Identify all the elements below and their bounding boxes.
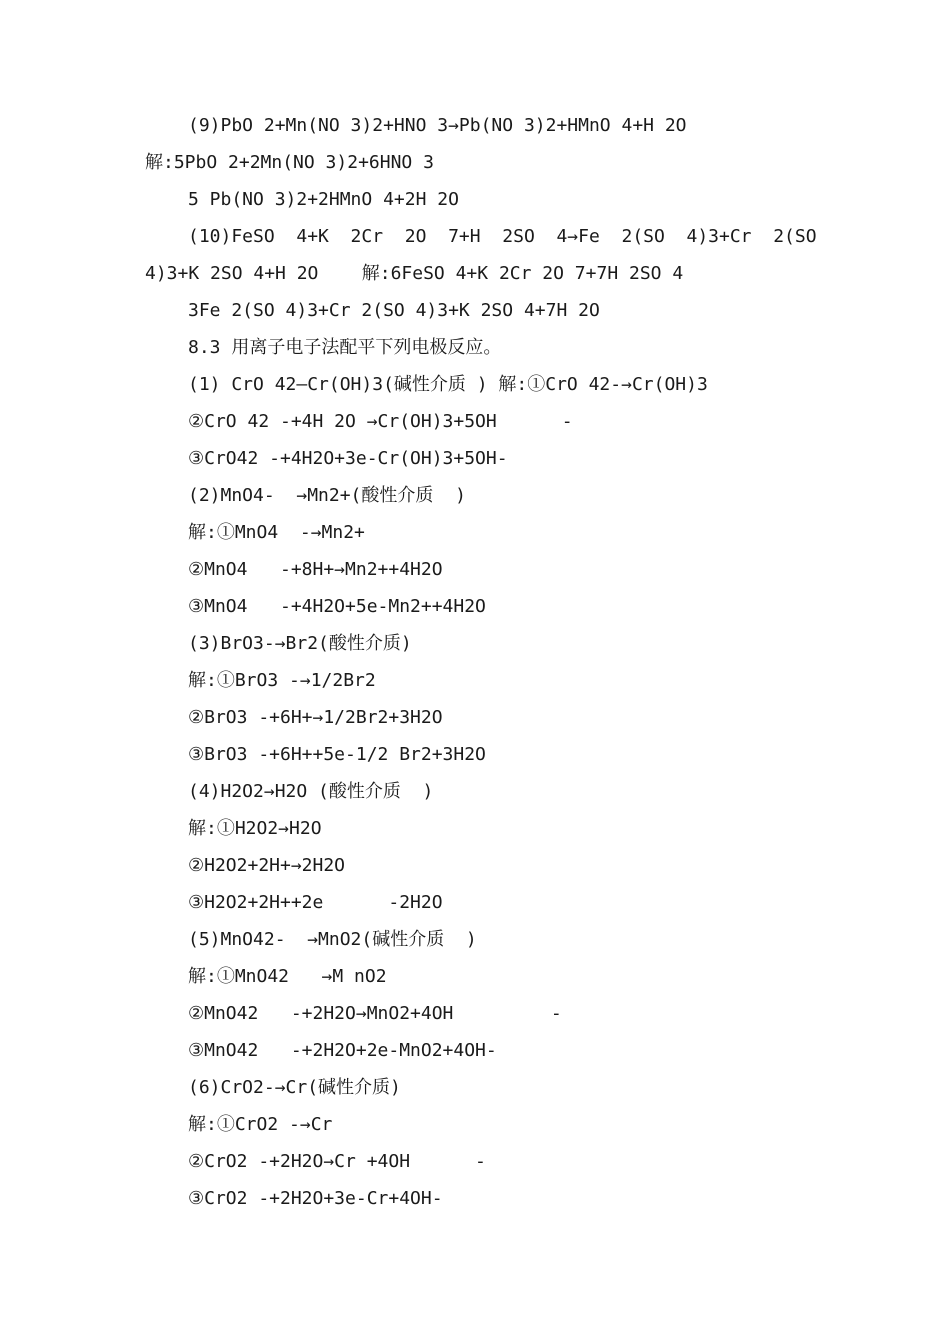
text-line: ③H2O2+2H++2e -2H2O (188, 892, 443, 913)
text-line: (5)MnO42- →MnO2(碱性介质 ) (188, 929, 477, 950)
text-line: ③MnO42 -+2H2O+2e-MnO2+4OH- (188, 1040, 497, 1061)
text-line: (9)PbO 2+Mn(NO 3)2+HNO 3→Pb(NO 3)2+HMnO 4+H 2O (188, 115, 687, 136)
text-line: (3)BrO3-→Br2(酸性介质) (188, 633, 412, 654)
text-line: ②H2O2+2H+→2H2O (188, 855, 346, 876)
text-line: (4)H2O2→H2O (酸性介质 ) (188, 781, 434, 802)
section-heading: 8.3 用离子电子法配平下列电极反应。 (188, 337, 502, 358)
text-line: (1) CrO 42—Cr(OH)3(碱性介质 ) 解:①CrO 42-→Cr(OH)3 (188, 374, 708, 395)
text-line: ②CrO2 -+2H2O→Cr +4OH - (188, 1151, 486, 1172)
text-line: 解:①BrO3 -→1/2Br2 (188, 670, 376, 691)
text-line: 解:①CrO2 -→Cr (188, 1114, 333, 1135)
text-line: ②MnO42 -+2H2O→MnO2+4OH - (188, 1003, 562, 1024)
text-line: 解:5PbO 2+2Mn(NO 3)2+6HNO 3 (145, 152, 434, 173)
text-line: ②BrO3 -+6H+→1/2Br2+3H2O (188, 707, 443, 728)
text-line: ②CrO 42 -+4H 2O →Cr(OH)3+5OH - (188, 411, 573, 432)
text-line: (10)FeSO 4+K 2Cr 2O 7+H 2SO 4→Fe 2(SO 4)3+Cr 2(SO (188, 226, 817, 247)
text-line: 解:①MnO42 →M nO2 (188, 966, 387, 987)
text-line: ③MnO4 -+4H2O+5e-Mn2++4H2O (188, 596, 486, 617)
text-line: 5 Pb(NO 3)2+2HMnO 4+2H 2O (188, 189, 459, 210)
text-line: ③CrO2 -+2H2O+3e-Cr+4OH- (188, 1188, 443, 1209)
text-line: ③BrO3 -+6H++5e-1/2 Br2+3H2O (188, 744, 486, 765)
text-line: ②MnO4 -+8H+→Mn2++4H2O (188, 559, 443, 580)
text-line: ③CrO42 -+4H2O+3e-Cr(OH)3+5OH- (188, 448, 508, 469)
text-line: 解:①MnO4 -→Mn2+ (188, 522, 365, 543)
text-line: 解:①H2O2→H2O (188, 818, 322, 839)
text-line: 3Fe 2(SO 4)3+Cr 2(SO 4)3+K 2SO 4+7H 2O (188, 300, 600, 321)
text-line: (2)MnO4- →Mn2+(酸性介质 ) (188, 485, 466, 506)
text-line: 4)3+K 2SO 4+H 2O 解:6FeSO 4+K 2Cr 2O 7+7H 2SO 4 (145, 263, 684, 284)
text-line: (6)CrO2-→Cr(碱性介质) (188, 1077, 401, 1098)
